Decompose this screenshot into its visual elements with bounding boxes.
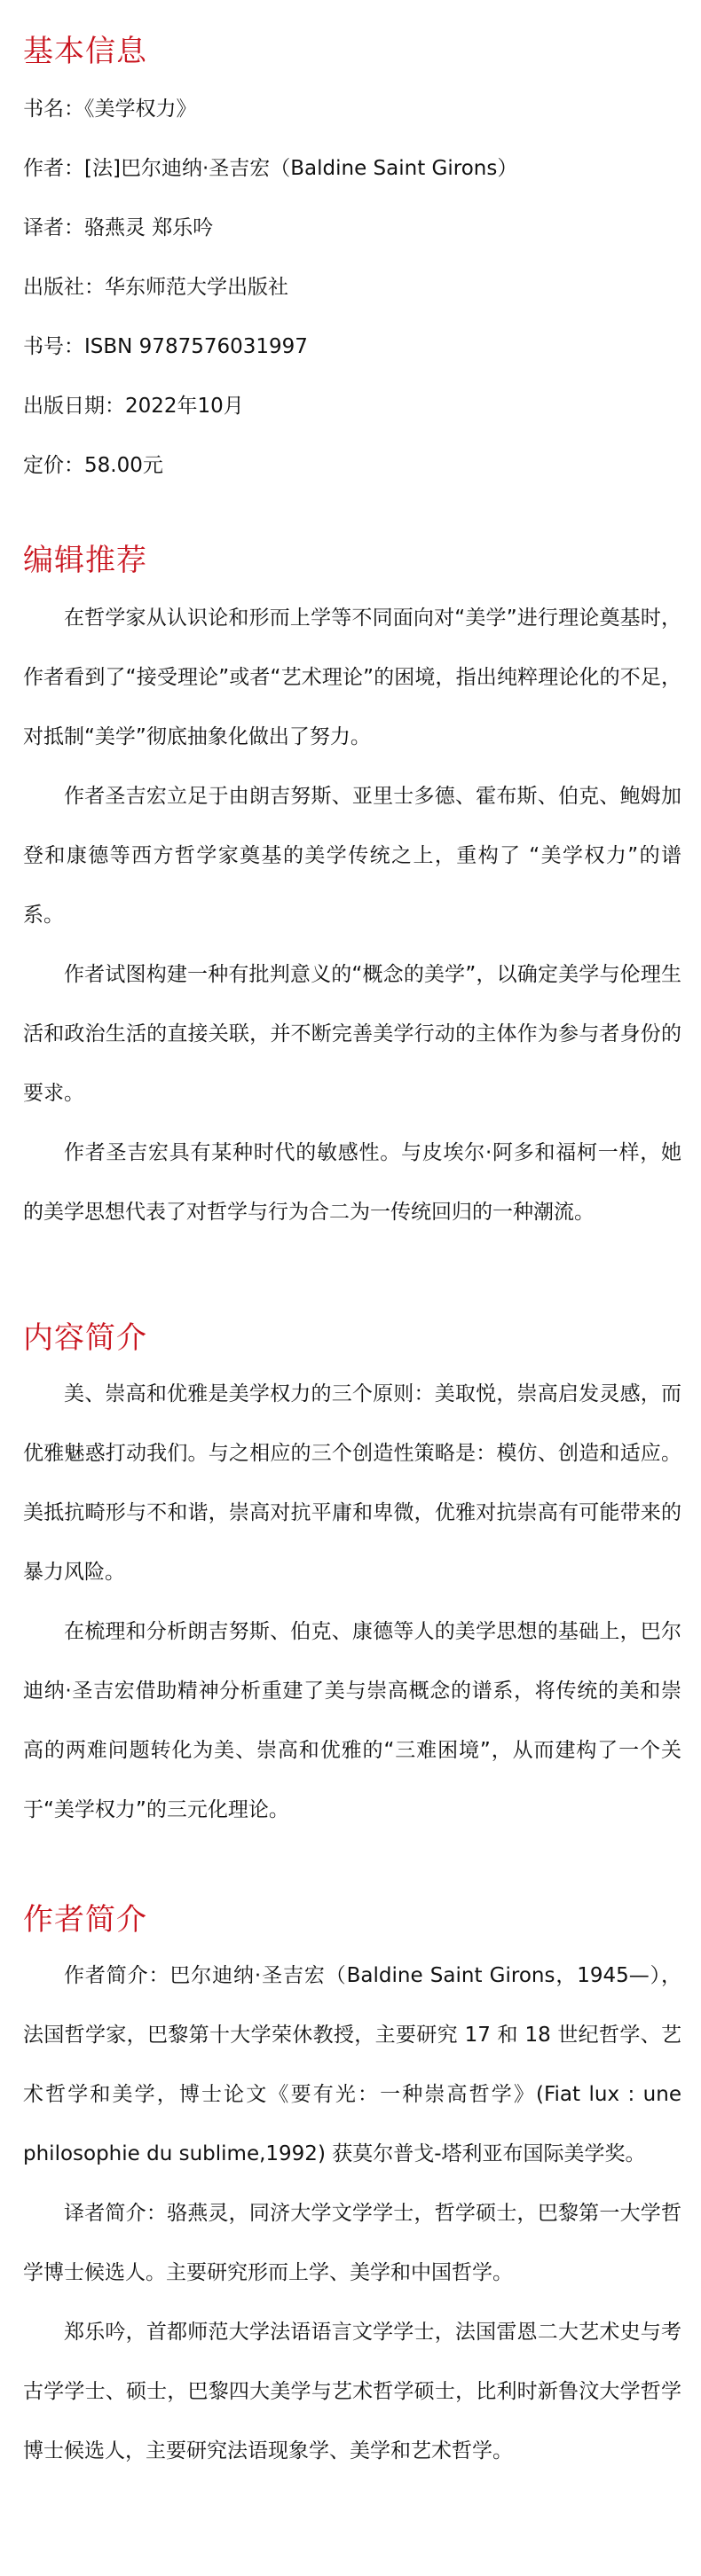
translator-line: 译者：骆燕灵 郑乐吟 <box>23 216 214 239</box>
summary-paragraph: 美、崇高和优雅是美学权力的三个原则：美取悦，崇高启发灵感，而优雅魅惑打动我们。与之相应的三个创造性策略是：模仿、创造和适应。美抵抗畸形与不和谐，崇高对抗平庸和卑微，优雅对抗崇高有可能带来的暴力风险。 <box>23 1382 681 1584</box>
author-intro-section <box>23 1902 681 2481</box>
summary-paragraph: 在梳理和分析朗吉努斯、伯克、康德等人的美学思想的基础上，巴尔迪纳·圣吉宏借助精神分析重建了美与崇高概念的谱系，将传统的美和崇高的两难问题转化为美、崇高和优雅的“三难困境”，从而建构了一个关于“美学权力”的三元化理论。 <box>23 1620 681 1821</box>
editor-paragraph: 作者圣吉宏具有某种时代的敏感性。与皮埃尔·阿多和福柯一样，她的美学思想代表了对哲学与行为合二为一传统回归的一种潮流。 <box>23 1141 681 1224</box>
editor-recommendation-section <box>23 543 681 1242</box>
translator-paragraph: 译者简介：骆燕灵，同济大学文学学士，哲学硕士，巴黎第一大学哲学博士候选人。主要研究形而上学、美学和中国哲学。 <box>23 2202 681 2284</box>
author-intro-heading: 作者简介 <box>23 1902 147 1938</box>
content-summary-heading: 内容简介 <box>23 1320 147 1356</box>
book-title-line: 书名：《美学权力》 <box>23 98 197 121</box>
price-line: 定价：58.00元 <box>23 454 163 477</box>
isbn-line: 书号：ISBN 9787576031997 <box>23 335 308 358</box>
translator-paragraph: 郑乐吟，首都师范大学法语语言文学学士，法国雷恩二大艺术史与考古学学士、硕士，巴黎四大美学与艺术哲学硕士，比利时新鲁汶大学哲学博士候选人，主要研究法语现象学、美学和艺术哲学。 <box>23 2321 681 2462</box>
content-summary-section <box>23 1320 681 1840</box>
editor-paragraph: 作者圣吉宏立足于由朗吉努斯、亚里士多德、霍布斯、伯克、鲍姆加登和康德等西方哲学家奠基的美学传统之上，重构了 “美学权力”的谱系。 <box>23 785 681 927</box>
basic-info-heading: 基本信息 <box>23 34 147 69</box>
author-line: 作者：[法]巴尔迪纳·圣吉宏（Baldine Saint Girons） <box>23 157 518 180</box>
editor-recommendation-heading: 编辑推荐 <box>23 543 147 578</box>
editor-paragraph: 在哲学家从认识论和形而上学等不同面向对“美学”进行理论奠基时，作者看到了“接受理论”或者“艺术理论”的困境，指出纯粹理论化的不足，对抵制“美学”彻底抽象化做出了努力。 <box>23 607 681 748</box>
editor-paragraph: 作者试图构建一种有批判意义的“概念的美学”，以确定美学与伦理生活和政治生活的直接关联，并不断完善美学行动的主体作为参与者身份的要求。 <box>23 963 681 1105</box>
publisher-line: 出版社：华东师范大学出版社 <box>23 276 288 299</box>
basic-info-section <box>23 0 681 479</box>
author-paragraph: 作者简介：巴尔迪纳·圣吉宏（Baldine Saint Girons，1945—），法国哲学家，巴黎第十大学荣休教授，主要研究 17 和 18 世纪哲学、艺术哲学和美学，博士论文《要有光：一种崇高哲学》(Fiat lux : une philosophie du sublime,1992) 获莫尔普戈-塔利亚布国际美学奖。 <box>23 1964 681 2165</box>
publish-date-line: 出版日期：2022年10月 <box>23 395 244 418</box>
